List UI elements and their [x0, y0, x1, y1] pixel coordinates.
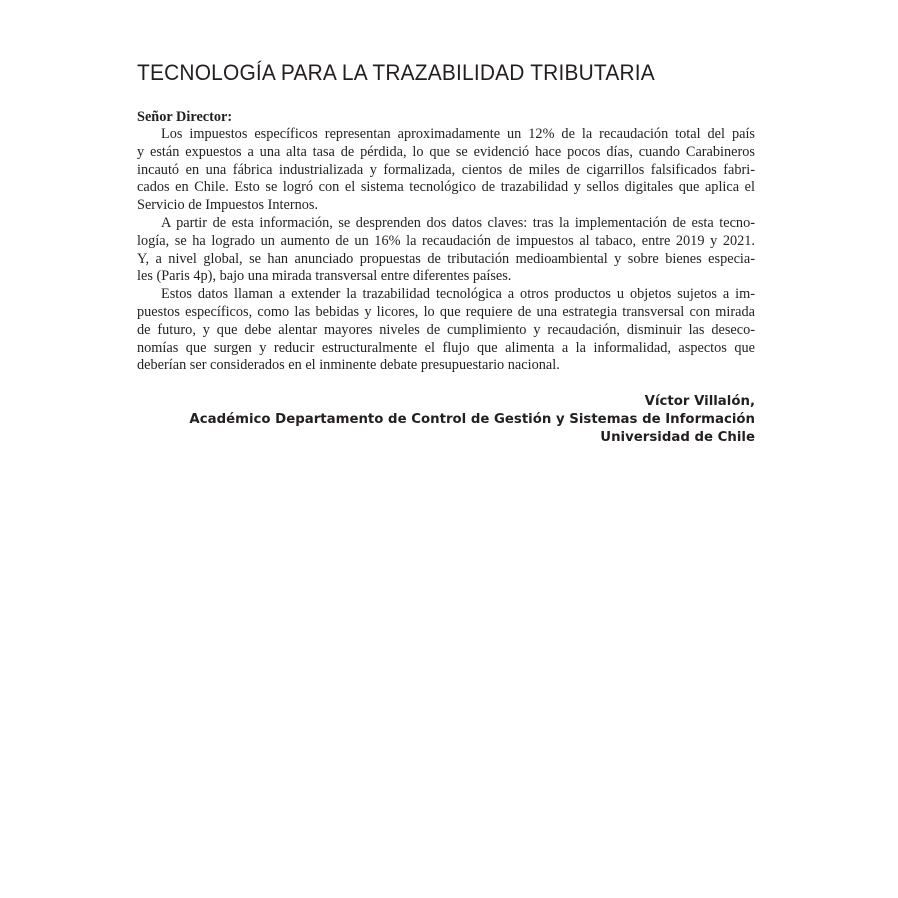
- letter: [137, 58, 755, 447]
- text-line: incautó en una fábrica industrializada y formalizada, cientos de miles de cigarrillos falsificados fabri-: [137, 161, 755, 178]
- paragraph: [137, 215, 755, 286]
- text-line: Los impuestos específicos representan aproximadamente un 12% de la recaudación total del país: [161, 126, 755, 142]
- text-line: Servicio de Impuestos Internos.: [137, 197, 319, 214]
- text-line: puestos específicos, como las bebidas y licores, lo que requiere de una estrategia transversal con mirada: [137, 303, 755, 320]
- text-line: logía, se ha logrado un aumento de un 16% la recaudación de impuestos al tabaco, entre 2019 y 2021.: [137, 232, 755, 249]
- paragraph: [137, 126, 755, 215]
- author-position: Académico Departamento de Control de Gestión y Sistemas de Información: [189, 412, 755, 428]
- text-line: deberían ser considerados en el inminente debate presupuestario nacional.: [137, 357, 560, 374]
- text-line: A partir de esta información, se desprenden dos datos claves: tras la implementación de esta tecno-: [161, 214, 755, 231]
- text-line: Y, a nivel global, se han anunciado propuestas de tributación medioambiental y sobre bienes especia-: [137, 250, 755, 267]
- text-line: les (Paris 4p), bajo una mirada transversal entre diferentes países.: [137, 268, 512, 285]
- paragraph: [137, 286, 755, 375]
- letter-title: TECNOLOGÍA PARA LA TRAZABILIDAD TRIBUTARIA: [137, 60, 655, 85]
- text-line: cados en Chile. Esto se logró con el sistema tecnológico de trazabilidad y sellos digitales que aplica el: [137, 179, 755, 196]
- text-line: de futuro, y que debe alentar mayores niveles de cumplimiento y recaudación, disminuir las deseco-: [137, 321, 755, 338]
- salutation: Señor Director:: [137, 109, 233, 125]
- author-institution: Universidad de Chile: [600, 430, 755, 446]
- author-name: Víctor Villalón,: [644, 394, 755, 410]
- text-line: nomías que surgen y reducir estructuralmente el flujo que alimenta a la informalidad, aspectos que: [137, 339, 755, 356]
- signature-block: [137, 393, 755, 447]
- letter-body: [137, 126, 755, 375]
- text-line: Estos datos llaman a extender la trazabilidad tecnológica a otros productos u objetos sujetos a im-: [161, 286, 755, 303]
- text-line: y están expuestos a una alta tasa de pérdida, lo que se evidenció hace pocos días, cuando Carabineros: [137, 143, 755, 160]
